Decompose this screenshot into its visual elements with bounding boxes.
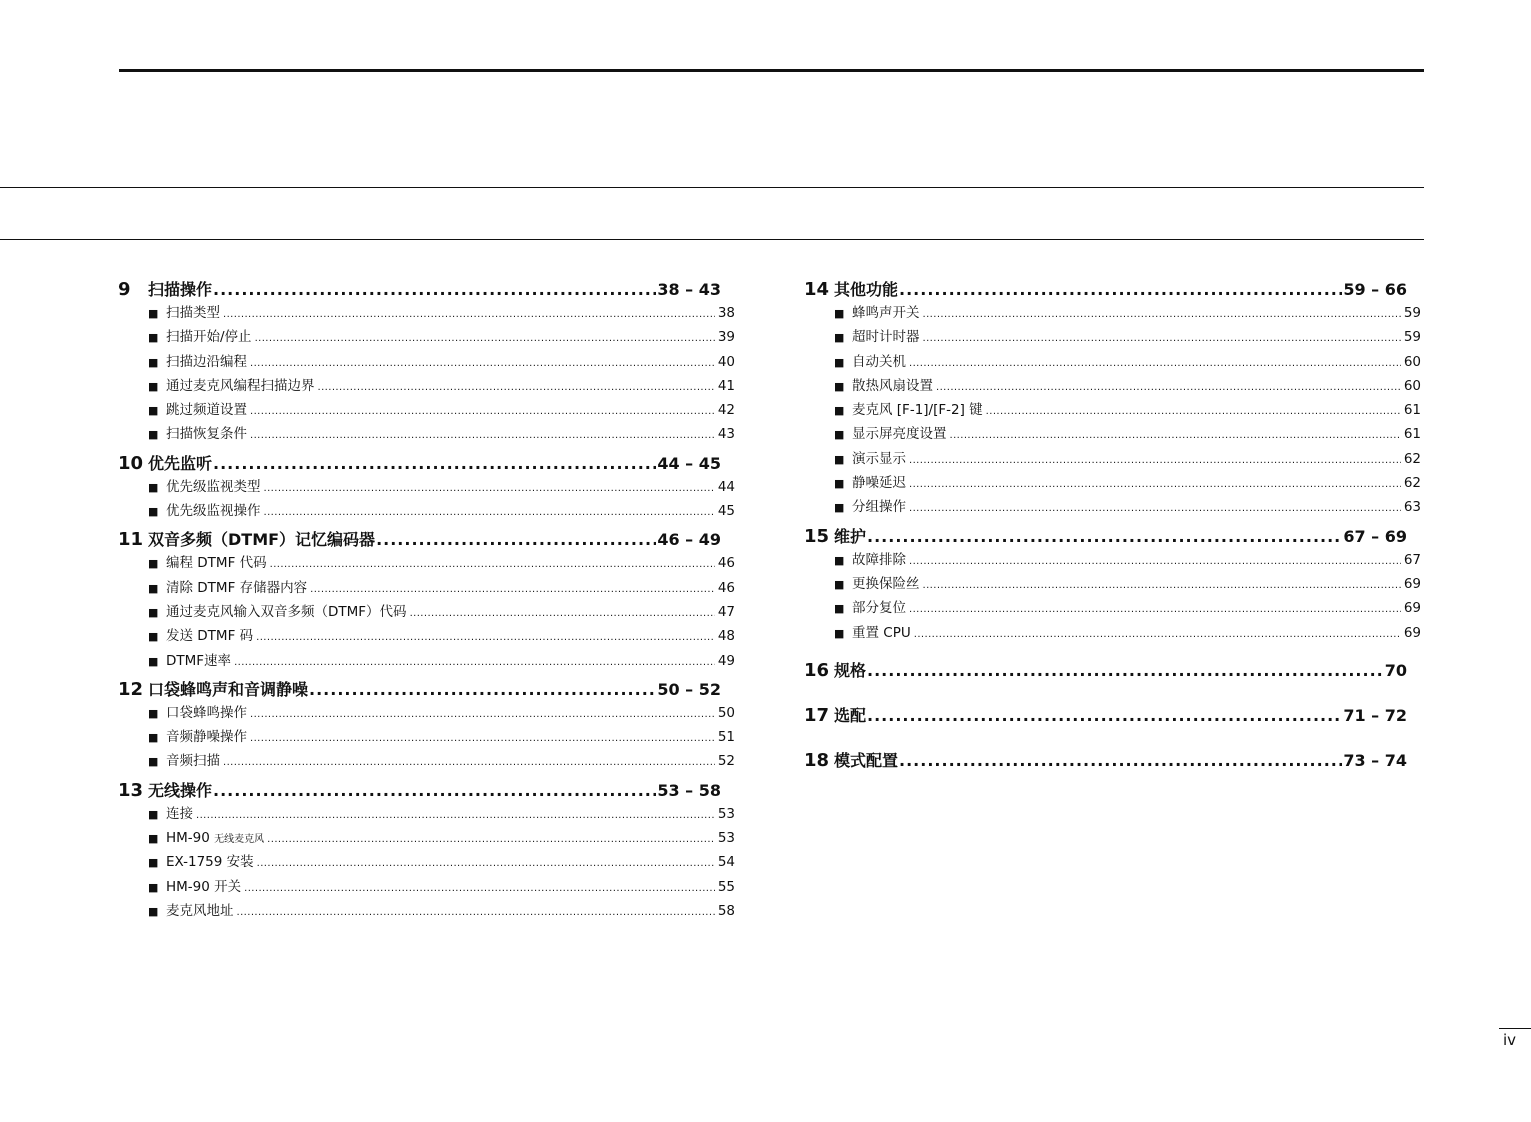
toc-item[interactable]: [148, 726, 735, 750]
toc-item-label-text: 显示屏亮度设置: [852, 426, 947, 443]
toc-item-page: 44: [717, 478, 735, 495]
toc-item-page: 46: [717, 555, 735, 572]
toc-item-label-text: HM-90 开关: [166, 878, 242, 895]
toc-item[interactable]: [148, 876, 735, 900]
dot-leader: [264, 476, 715, 500]
toc-item-label-text: 通过麦克风输入双音多频（DTMF）代码: [166, 603, 407, 620]
chapter-title: 无线操作: [148, 780, 213, 800]
toc-item-label: [852, 423, 947, 446]
chapter-number: 15: [804, 525, 830, 547]
toc-item-page: 60: [1403, 377, 1421, 394]
toc-item-label: [166, 476, 261, 499]
square-bullet-icon: ■: [834, 355, 845, 369]
toc-chapter-entry[interactable]: [118, 779, 721, 803]
chapter-title: 优先监听: [148, 453, 213, 473]
toc-item-page: 69: [1403, 600, 1421, 617]
chapter-pages: 38 – 43: [657, 280, 721, 299]
chapter-title: 双音多频（DTMF）记忆编码器: [148, 530, 376, 550]
square-bullet-icon: ■: [834, 602, 845, 616]
toc-item-page: 61: [1403, 402, 1421, 419]
toc-item[interactable]: [148, 423, 735, 447]
page-number: iv: [1499, 1028, 1531, 1051]
toc-item-label: [166, 577, 307, 600]
square-bullet-icon: ■: [148, 904, 159, 918]
section-gap: [804, 646, 1421, 659]
toc-item-label-text: HM-90: [166, 830, 210, 847]
toc-item[interactable]: [834, 472, 1421, 496]
toc-item-label: [166, 500, 261, 523]
toc-chapter-entry[interactable]: [118, 452, 721, 476]
chapter-pages: 71 – 72: [1343, 705, 1407, 725]
toc-item[interactable]: [148, 750, 735, 774]
square-bullet-icon: ■: [834, 477, 845, 491]
chapter-title: 其他功能: [834, 280, 899, 299]
toc-item-page: 62: [1403, 475, 1421, 492]
toc-item[interactable]: [834, 573, 1421, 597]
toc-item-label: [852, 472, 906, 495]
toc-item-label-small: 无线麦克风: [214, 834, 265, 846]
chapter-number: 16: [804, 659, 830, 681]
toc-item-label: [166, 326, 252, 349]
square-bullet-icon: ■: [148, 880, 159, 894]
toc-item[interactable]: [148, 351, 735, 375]
dot-leader: [410, 601, 715, 625]
toc-item-label-text: EX-1759 安装: [166, 854, 254, 871]
square-bullet-icon: ■: [148, 581, 159, 595]
toc-item[interactable]: [148, 601, 735, 625]
toc-chapter-entry[interactable]: [804, 704, 1407, 728]
toc-item-label: [852, 399, 983, 422]
dot-leader: [257, 851, 715, 875]
square-bullet-icon: ■: [148, 480, 159, 494]
chapter-number: 10: [118, 452, 144, 474]
toc-item-label: [852, 496, 906, 519]
toc-item-label-text: 口袋蜂鸣操作: [166, 704, 247, 721]
dot-leader: [909, 351, 1401, 375]
toc-item[interactable]: [834, 597, 1421, 621]
dot-leader: [899, 278, 1342, 302]
square-bullet-icon: ■: [148, 605, 159, 619]
chapter-pages: 73 – 74: [1343, 750, 1407, 770]
chapter-pages: 46 – 49: [657, 530, 721, 550]
toc-item-page: 53: [717, 830, 735, 847]
chapter-title: 口袋蜂鸣声和音调静噪: [148, 679, 309, 699]
square-bullet-icon: ■: [834, 404, 845, 418]
dot-leader: [309, 678, 656, 702]
toc-item-label-text: 更换保险丝: [852, 575, 920, 592]
chapter-title: 模式配置: [834, 750, 899, 770]
toc-item[interactable]: [148, 803, 735, 827]
square-bullet-icon: ■: [148, 856, 159, 870]
square-bullet-icon: ■: [834, 501, 845, 515]
dot-leader: [213, 779, 656, 803]
dot-leader: [223, 302, 715, 326]
dot-leader: [923, 302, 1401, 326]
toc-item[interactable]: [834, 375, 1421, 399]
toc-item-label-text: 跳过频道设置: [166, 402, 247, 419]
header-rule-upper: [0, 187, 1424, 188]
square-bullet-icon: ■: [148, 379, 159, 393]
toc-item-label: [166, 552, 267, 575]
square-bullet-icon: ■: [148, 331, 159, 345]
toc-item-label: [852, 549, 906, 572]
section-gap: [804, 728, 1421, 749]
toc-right-column: [804, 278, 1421, 773]
chapter-number: 9: [118, 279, 131, 300]
toc-item[interactable]: [834, 351, 1421, 375]
toc-item[interactable]: [148, 476, 735, 500]
chapter-pages: 70: [1384, 660, 1407, 680]
toc-item-label: [166, 650, 231, 673]
toc-item[interactable]: [834, 496, 1421, 520]
toc-item-page: 40: [717, 353, 735, 370]
toc-item-label-text: 散热风扇设置: [852, 377, 933, 394]
square-bullet-icon: ■: [834, 379, 845, 393]
toc-item-label-text: 发送 DTMF 码: [166, 628, 254, 645]
dot-leader: [213, 278, 656, 302]
dot-leader: [196, 803, 715, 827]
toc-item-label: [852, 302, 920, 325]
chapter-pages: 67 – 69: [1343, 526, 1407, 546]
dot-leader: [250, 702, 715, 726]
dot-leader: [923, 573, 1401, 597]
square-bullet-icon: ■: [834, 331, 845, 345]
chapter-number: 11: [118, 529, 144, 551]
toc-item-label-text: 蜂鸣声开关: [852, 305, 920, 321]
toc-item-label-text: 分组操作: [852, 499, 906, 516]
toc-item-page: 39: [717, 329, 735, 346]
toc-chapter-entry[interactable]: [804, 525, 1407, 549]
square-bullet-icon: ■: [148, 355, 159, 369]
toc-item-page: 38: [717, 305, 735, 321]
toc-item[interactable]: [834, 622, 1421, 646]
toc-item-label-text: 编程 DTMF 代码: [166, 555, 267, 572]
toc-item-label: [852, 597, 906, 620]
dot-leader: [237, 900, 715, 924]
toc-item-page: 46: [717, 579, 735, 596]
square-bullet-icon: ■: [148, 404, 159, 418]
square-bullet-icon: ■: [834, 577, 845, 591]
dot-leader: [250, 351, 715, 375]
toc-item[interactable]: [834, 399, 1421, 423]
toc-item-label-text: 优先级监视类型: [166, 478, 261, 495]
toc-item[interactable]: [834, 448, 1421, 472]
dot-leader: [234, 650, 715, 674]
toc-item-label: [852, 375, 933, 398]
toc-item-page: 48: [717, 628, 735, 645]
chapter-pages: 53 – 58: [657, 780, 721, 800]
toc-item-page: 61: [1403, 426, 1421, 443]
dot-leader: [264, 500, 715, 524]
chapter-pages: 59 – 66: [1343, 280, 1407, 299]
dot-leader: [250, 423, 715, 447]
chapter-number: 18: [804, 749, 830, 771]
toc-chapter-entry[interactable]: [118, 278, 721, 302]
chapter-title: 规格: [834, 660, 867, 680]
toc-item-label: [166, 827, 264, 851]
toc-item-page: 60: [1403, 353, 1421, 370]
square-bullet-icon: ■: [148, 706, 159, 720]
square-bullet-icon: ■: [148, 755, 159, 769]
toc-item-label-text: 音频扫描: [166, 753, 220, 770]
toc-chapter-entry[interactable]: [118, 678, 721, 702]
toc-item[interactable]: [148, 302, 735, 326]
toc-chapter-entry[interactable]: [804, 278, 1407, 302]
toc-item-label-text: 扫描类型: [166, 305, 220, 321]
toc-item[interactable]: [834, 326, 1421, 350]
toc-item[interactable]: [148, 900, 735, 924]
toc-item[interactable]: [148, 702, 735, 726]
toc-item-page: 69: [1403, 624, 1421, 641]
toc-item-page: 55: [717, 878, 735, 895]
dot-leader: [270, 552, 715, 576]
toc-item-page: 51: [717, 729, 735, 746]
toc-item-page: 58: [717, 902, 735, 919]
square-bullet-icon: ■: [148, 428, 159, 442]
dot-leader: [909, 597, 1401, 621]
dot-leader: [867, 525, 1342, 549]
chapter-number: 17: [804, 704, 830, 726]
square-bullet-icon: ■: [834, 452, 845, 466]
toc-item[interactable]: [148, 399, 735, 423]
toc-item-page: 42: [717, 402, 735, 419]
toc-item-page: 53: [717, 805, 735, 822]
square-bullet-icon: ■: [148, 654, 159, 668]
toc-item-label-text: DTMF速率: [166, 652, 232, 669]
toc-item-label-text: 演示显示: [852, 450, 906, 467]
dot-leader: [250, 726, 715, 750]
toc-item-label-text: 静噪延迟: [852, 475, 906, 492]
chapter-title: 扫描操作: [148, 280, 213, 299]
toc-item-page: 49: [717, 652, 735, 669]
square-bullet-icon: ■: [834, 553, 845, 567]
chapter-number: 13: [118, 779, 144, 801]
toc-item[interactable]: [148, 326, 735, 350]
toc-item-label-text: 自动关机: [852, 353, 906, 370]
toc-item-label-text: 通过麦克风编程扫描边界: [166, 377, 315, 394]
dot-leader: [267, 827, 715, 851]
toc-item-label: [166, 876, 241, 899]
toc-item[interactable]: [834, 549, 1421, 573]
toc-item-label: [852, 448, 906, 471]
square-bullet-icon: ■: [148, 557, 159, 571]
toc-item[interactable]: [834, 423, 1421, 447]
dot-leader: [909, 496, 1401, 520]
dot-leader: [376, 528, 656, 552]
toc-item-label-text: 音频静噪操作: [166, 729, 247, 746]
chapter-pages: 44 – 45: [657, 453, 721, 473]
toc-item-label-text: 故障排除: [852, 551, 906, 568]
dot-leader: [867, 704, 1342, 728]
dot-leader: [244, 876, 715, 900]
chapter-number: 14: [804, 279, 830, 300]
dot-leader: [255, 326, 715, 350]
toc-item-label: [166, 803, 193, 826]
toc-item-label: [166, 625, 253, 648]
dot-leader: [223, 750, 715, 774]
toc-item-page: 62: [1403, 450, 1421, 467]
dot-leader: [909, 448, 1401, 472]
square-bullet-icon: ■: [148, 807, 159, 821]
toc-item[interactable]: [148, 625, 735, 649]
dot-leader: [318, 375, 715, 399]
toc-item-label-text: 麦克风 [F-1]/[F-2] 键: [852, 402, 983, 419]
dot-leader: [914, 622, 1401, 646]
toc-item-label: [166, 423, 247, 446]
toc-item-label-text: 超时计时器: [852, 329, 920, 346]
dot-leader: [909, 549, 1401, 573]
toc-item[interactable]: [148, 552, 735, 576]
toc-chapter-entry[interactable]: [118, 528, 721, 552]
dot-leader: [310, 577, 715, 601]
toc-item-page: 50: [717, 704, 735, 721]
toc-item-label: [166, 851, 254, 874]
toc-item-page: 59: [1403, 329, 1421, 346]
toc-item-label-text: 重置 CPU: [852, 624, 911, 641]
toc-item[interactable]: [148, 577, 735, 601]
toc-item-page: 63: [1403, 499, 1421, 516]
toc-item[interactable]: [148, 375, 735, 399]
toc-item-label-text: 部分复位: [852, 600, 906, 617]
square-bullet-icon: ■: [834, 626, 845, 640]
chapter-title: 选配: [834, 705, 867, 725]
chapter-number: 12: [118, 678, 144, 700]
toc-item-label-text: 扫描边沿编程: [166, 353, 247, 370]
toc-chapter-entry[interactable]: [804, 749, 1407, 773]
toc-item-page: 43: [717, 426, 735, 443]
toc-item[interactable]: [834, 302, 1421, 326]
dot-leader: [250, 399, 715, 423]
dot-leader: [986, 399, 1401, 423]
toc-item-page: 41: [717, 377, 735, 394]
toc-item-page: 59: [1403, 305, 1421, 321]
square-bullet-icon: ■: [148, 630, 159, 644]
header-rule-lower: [0, 239, 1424, 240]
toc-item-page: 69: [1403, 575, 1421, 592]
toc-item-label: [852, 573, 920, 596]
toc-item[interactable]: [148, 827, 735, 851]
toc-item-label: [166, 351, 247, 374]
section-gap: [804, 683, 1421, 704]
dot-leader: [867, 659, 1384, 683]
toc-chapter-entry[interactable]: [804, 659, 1407, 683]
toc-item-label-text: 连接: [166, 805, 193, 822]
toc-item-label: [166, 702, 247, 725]
toc-item-label: [166, 900, 234, 923]
dot-leader: [213, 452, 656, 476]
square-bullet-icon: ■: [148, 307, 159, 320]
toc-item-label: [166, 399, 247, 422]
toc-item[interactable]: [148, 650, 735, 674]
toc-item-page: 54: [717, 854, 735, 871]
toc-item-label-text: 麦克风地址: [166, 902, 234, 919]
toc-item-page: 67: [1403, 551, 1421, 568]
toc-item-label-text: 优先级监视操作: [166, 503, 261, 520]
toc-item-label: [852, 326, 920, 349]
dot-leader: [256, 625, 715, 649]
chapter-title: 维护: [834, 526, 867, 546]
square-bullet-icon: ■: [148, 731, 159, 745]
toc-item-label: [852, 622, 911, 645]
toc-item-label-text: 扫描开始/停止: [166, 329, 252, 346]
dot-leader: [950, 423, 1401, 447]
top-rule: [119, 69, 1424, 72]
square-bullet-icon: ■: [148, 505, 159, 519]
toc-item-label: [166, 375, 315, 398]
toc-item-label: [852, 351, 906, 374]
toc-left-column: [118, 278, 735, 924]
square-bullet-icon: ■: [834, 428, 845, 442]
toc-item-label: [166, 302, 220, 325]
toc-item-page: 47: [717, 603, 735, 620]
toc-item-label: [166, 750, 220, 773]
toc-item[interactable]: [148, 500, 735, 524]
toc-item-label: [166, 601, 407, 624]
toc-item-label-text: 扫描恢复条件: [166, 426, 247, 443]
dot-leader: [936, 375, 1401, 399]
dot-leader: [909, 472, 1401, 496]
dot-leader: [923, 326, 1401, 350]
toc-item-page: 45: [717, 503, 735, 520]
chapter-pages: 50 – 52: [657, 679, 721, 699]
toc-item[interactable]: [148, 851, 735, 875]
toc-item-page: 52: [717, 753, 735, 770]
square-bullet-icon: ■: [834, 307, 845, 320]
toc-item-label-text: 清除 DTMF 存储器内容: [166, 579, 308, 596]
square-bullet-icon: ■: [148, 832, 159, 846]
toc-item-label: [166, 726, 247, 749]
dot-leader: [899, 749, 1342, 773]
